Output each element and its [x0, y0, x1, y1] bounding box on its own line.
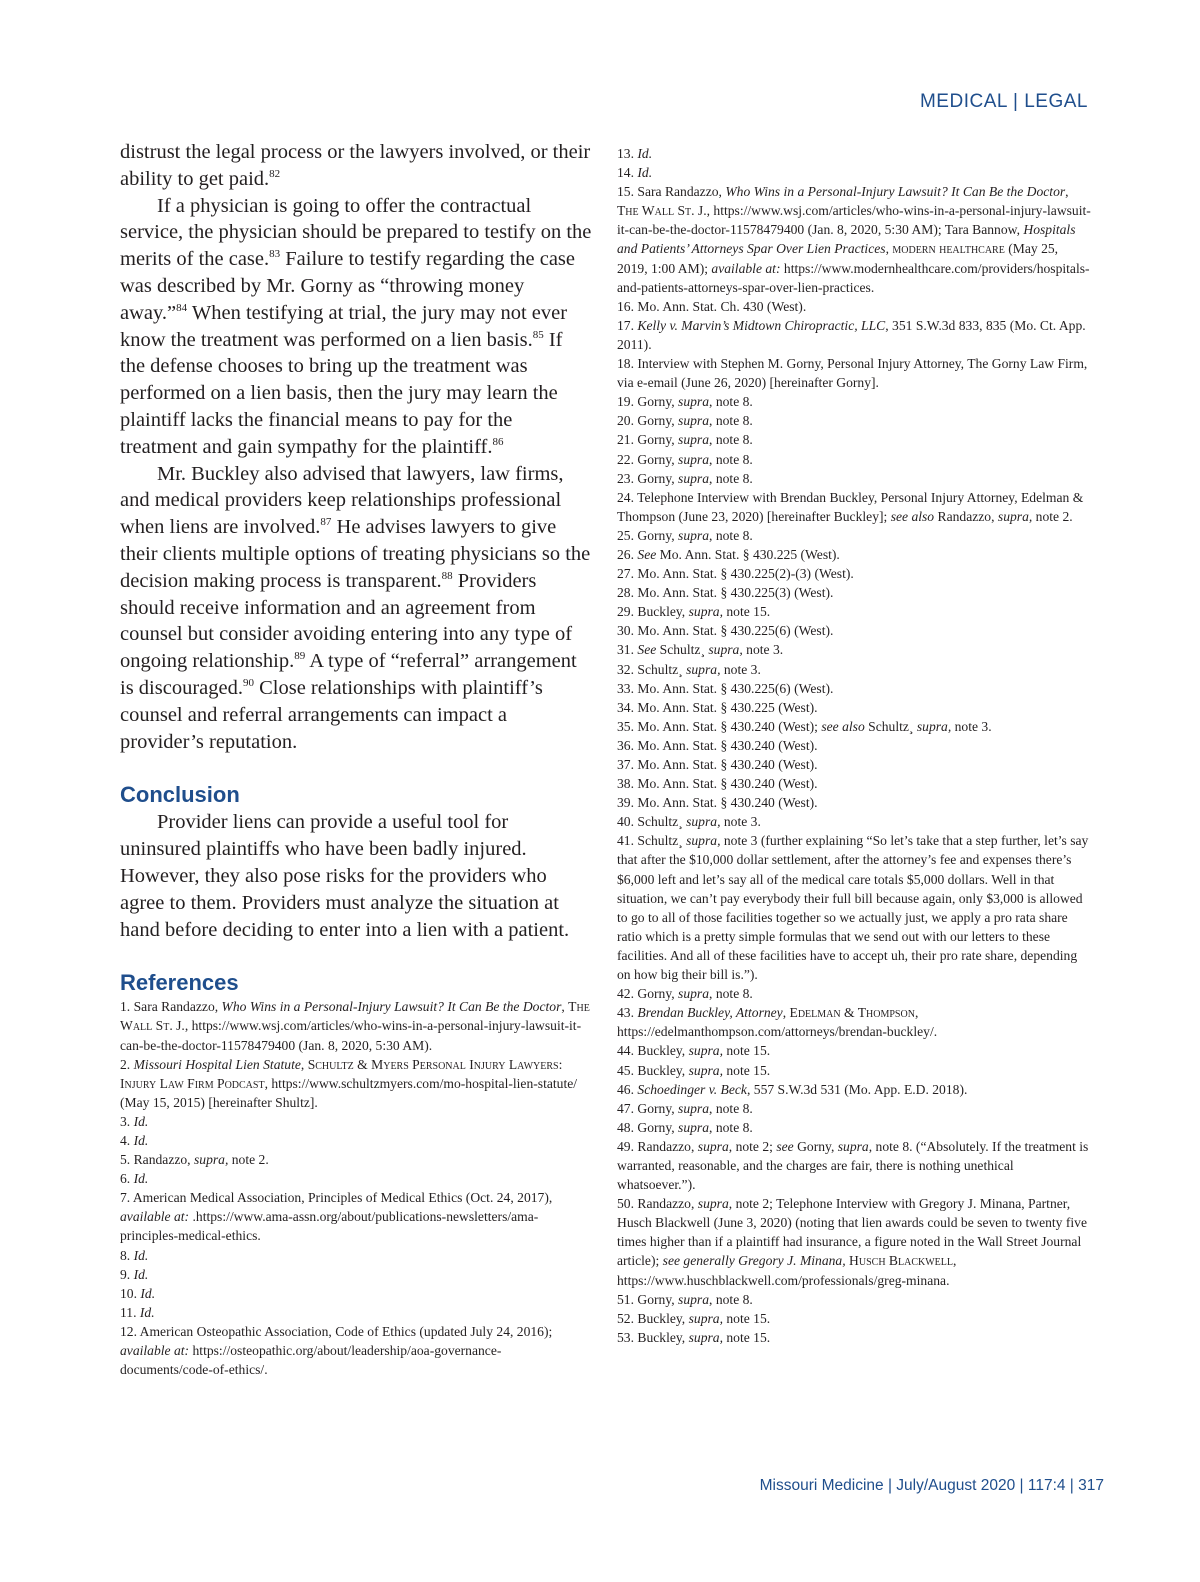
references-heading: References: [120, 970, 239, 996]
reference-item: 2. Missouri Hospital Lien Statute, Schultz & Myers Personal Injury Lawyers: Injury Law Firm Podcast, https://www.schultzmyers.com/mo-hospital-lien-statute/ (May 15, 2015) [hereinafter Shultz].: [120, 1056, 578, 1110]
reference-item: 23. Gorny, supra, note 8.: [617, 470, 753, 486]
footnote-ref[interactable]: 85: [532, 328, 544, 341]
reference-item: 22. Gorny, supra, note 8.: [617, 451, 753, 467]
reference-item: 43. Brendan Buckley, Attorney, Edelman & Thompson, https://edelmanthompson.com/attorneys/brendan-buckley/.: [617, 1005, 938, 1040]
conclusion-paragraph: Provider liens can provide a useful tool for uninsured plaintiffs who have been badly injured. However, they also pose risks for the providers who agree to them. Providers must analyze the situation at hand before deciding to enter into a lien with a patient.: [120, 811, 570, 941]
reference-item: 39. Mo. Ann. Stat. § 430.240 (West).: [617, 795, 818, 811]
left-column: [120, 139, 592, 1379]
footnote-ref[interactable]: 89: [294, 650, 306, 663]
reference-item: 35. Mo. Ann. Stat. § 430.240 (West); see also Schultz¸ supra, note 3.: [617, 718, 992, 734]
reference-item: 17. Kelly v. Marvin’s Midtown Chiropractic, LLC, 351 S.W.3d 833, 835 (Mo. Ct. App. 2011).: [617, 317, 1086, 352]
reference-item: 10. Id.: [120, 1285, 156, 1301]
body-text: Providers should receive information and an agreement from counsel but consider avoiding entering into any type of ongoing relationship.: [120, 569, 573, 673]
reference-item: 8. Id.: [120, 1247, 149, 1263]
page-footer: Missouri Medicine | July/August 2020 | 117:4 | 317: [759, 1477, 1104, 1494]
body-text: When testifying at trial, the jury may not ever know the treatment was performed on a lien basis.: [120, 301, 568, 351]
footnote-ref[interactable]: 83: [269, 248, 281, 261]
reference-item: 48. Gorny, supra, note 8.: [617, 1119, 753, 1135]
body-text: He advises lawyers to give their clients multiple options of treating physicians so the decision making process is transparent.: [120, 516, 591, 592]
reference-item: 13. Id.: [617, 146, 653, 161]
footnote-ref[interactable]: 88: [441, 569, 453, 582]
reference-item: 7. American Medical Association, Principles of Medical Ethics (Oct. 24, 2017), available at: .https://www.ama-assn.org/about/publications-newsletters/ama-principles-medical-ethics.: [120, 1190, 553, 1244]
body-text: Mr. Buckley also advised that lawyers, law firms, and medical providers keep relationships professional when liens are involved.: [120, 462, 564, 539]
conclusion-heading: Conclusion: [120, 782, 240, 808]
footnote-ref[interactable]: 90: [242, 676, 254, 689]
reference-item: 20. Gorny, supra, note 8.: [617, 413, 753, 429]
reference-item: 34. Mo. Ann. Stat. § 430.225 (West).: [617, 699, 818, 715]
reference-item: 51. Gorny, supra, note 8.: [617, 1291, 753, 1307]
reference-item: 36. Mo. Ann. Stat. § 430.240 (West).: [617, 737, 818, 753]
reference-item: 18. Interview with Stephen M. Gorny, Personal Injury Attorney, The Gorny Law Firm, via e-email (June 26, 2020) [hereinafter Gorny].: [617, 356, 1088, 391]
reference-item: 19. Gorny, supra, note 8.: [617, 394, 753, 410]
reference-item: 33. Mo. Ann. Stat. § 430.225(6) (West).: [617, 680, 834, 696]
reference-item: 9. Id.: [120, 1266, 149, 1282]
reference-item: 12. American Osteopathic Association, Code of Ethics (updated July 24, 2016); available at: https://osteopathic.org/about/leadership/aoa-governance-documents/code-of-ethics/.: [120, 1323, 553, 1378]
reference-item: 27. Mo. Ann. Stat. § 430.225(2)-(3) (West).: [617, 566, 854, 582]
reference-item: 46. Schoedinger v. Beck, 557 S.W.3d 531 (Mo. App. E.D. 2018).: [617, 1081, 968, 1097]
body-text: Failure to testify regarding the case was described by Mr. Gorny as “throwing money away.”: [120, 248, 576, 324]
footnote-ref[interactable]: 87: [320, 516, 332, 529]
reference-item: 16. Mo. Ann. Stat. Ch. 430 (West).: [617, 298, 807, 314]
reference-item: 41. Schultz¸ supra, note 3 (further explaining “So let’s take that a step further, let’s say that after the $10,000 dollar settlement, after the attorney’s fee and expenses there’s $6,000 left and let’s say all of the medical care totals $5,000 dollars. Well in that situation, we can’t pay everybody their full bill because again, only $3,000 is allowed to go to all of those facilities together so we actually just, we apply a pro rata share ratio which is a pretty simple formulas that we send out with our letters to these facilities. And all of these facilities have to accept uh, their pro rate share, depending on how big their bill is.”).: [617, 833, 1089, 983]
reference-item: 5. Randazzo, supra, note 2.: [120, 1152, 269, 1168]
reference-item: 37. Mo. Ann. Stat. § 430.240 (West).: [617, 757, 818, 772]
body-paragraph: [120, 139, 592, 193]
body-text: distrust the legal process or the lawyers involved, or their ability to get paid.: [120, 141, 591, 190]
body-text: A type of “referral” arrangement is discouraged.: [120, 650, 577, 699]
reference-item: 44. Buckley, supra, note 15.: [617, 1043, 771, 1059]
reference-item: 24. Telephone Interview with Brendan Buckley, Personal Injury Attorney, Edelman & Thompson (June 23, 2020) [hereinafter Buckley]; see also Randazzo, supra, note 2.: [617, 489, 1084, 524]
footnote-ref[interactable]: 82: [269, 167, 281, 180]
reference-item: 38. Mo. Ann. Stat. § 430.240 (West).: [617, 776, 818, 792]
reference-item: 6. Id.: [120, 1171, 149, 1187]
reference-list: [120, 997, 592, 1379]
reference-item: 53. Buckley, supra, note 15.: [617, 1329, 771, 1345]
footnote-ref[interactable]: 84: [176, 301, 188, 314]
body-text: If a physician is going to offer the contractual service, the physician should be prepared to testify on the merits of the case.: [120, 194, 592, 271]
reference-item: 31. See Schultz¸ supra, note 3.: [617, 642, 784, 658]
reference-item: 45. Buckley, supra, note 15.: [617, 1062, 771, 1078]
body-text: If the defense chooses to bring up the treatment was performed on a lien basis, then the jury may learn the plaintiff lacks the financial means to pay for the treatment and gain sympathy for the plaintiff.: [120, 328, 563, 458]
section-label: MEDICAL | LEGAL: [919, 91, 1088, 112]
footnote-ref[interactable]: 86: [492, 435, 504, 448]
reference-item: 21. Gorny, supra, note 8.: [617, 432, 753, 448]
reference-item: 52. Buckley, supra, note 15.: [617, 1310, 771, 1326]
reference-item: 26. See Mo. Ann. Stat. § 430.225 (West).: [617, 546, 840, 562]
body-paragraph: [120, 193, 592, 461]
reference-item: 47. Gorny, supra, note 8.: [617, 1100, 753, 1116]
reference-item: 29. Buckley, supra, note 15.: [617, 604, 771, 620]
body-text: Close relationships with plaintiff’s counsel and referral arrangements can impact a provider’s reputation.: [120, 676, 543, 753]
reference-item: 50. Randazzo, supra, note 2; Telephone Interview with Gregory J. Minana, Partner, Husch Blackwell (June 3, 2020) (noting that lien awards could be seven to twenty five times higher than if a plaintiff had insurance, a figure noted in the Wall Street Journal article); see generally Gregory J. Minana, Husch Blackwell, https://www.huschblackwell.com/professionals/greg-minana.: [617, 1196, 1087, 1288]
reference-item: 40. Schultz¸ supra, note 3.: [617, 814, 761, 830]
reference-item: 4. Id.: [120, 1132, 149, 1148]
reference-item: 28. Mo. Ann. Stat. § 430.225(3) (West).: [617, 585, 834, 601]
reference-item: 49. Randazzo, supra, note 2; see Gorny, supra, note 8. (“Absolutely. If the treatment is warranted, reasonable, and the charges are fair, there is nothing unethical whatsoever.”).: [617, 1138, 1089, 1193]
reference-item: 15. Sara Randazzo, Who Wins in a Personal-Injury Lawsuit? It Can Be the Doctor, The Wall St. J., https://www.wsj.com/articles/who-wins-in-a-personal-injury-lawsuit-it-can-be-the-doctor-11578479400 (Jan. 8, 2020, 5:30 AM); Tara Bannow, Hospitals and Patients’ Attorneys Spar Over Lien Practices, modern healthcare (May 25, 2019, 1:00 AM); available at: https://www.modernhealthcare.com/providers/hospitals-and-patients-attorneys-spar-over-lien-practices.: [617, 184, 1091, 295]
reference-item: 32. Schultz¸ supra, note 3.: [617, 661, 761, 677]
reference-item: 14. Id.: [617, 165, 653, 181]
reference-item: 3. Id.: [120, 1113, 149, 1129]
right-column-references: [617, 144, 1092, 1347]
reference-item: 30. Mo. Ann. Stat. § 430.225(6) (West).: [617, 623, 834, 639]
body-paragraph: [120, 461, 592, 756]
reference-item: 1. Sara Randazzo, Who Wins in a Personal-Injury Lawsuit? It Can Be the Doctor, The Wall St. J., https://www.wsj.com/articles/who-wins-in-a-personal-injury-lawsuit-it-can-be-the-doctor-11578479400 (Jan. 8, 2020, 5:30 AM).: [120, 999, 590, 1053]
reference-item: 42. Gorny, supra, note 8.: [617, 986, 753, 1002]
reference-item: 25. Gorny, supra, note 8.: [617, 527, 753, 543]
reference-item: 11. Id.: [120, 1304, 155, 1320]
